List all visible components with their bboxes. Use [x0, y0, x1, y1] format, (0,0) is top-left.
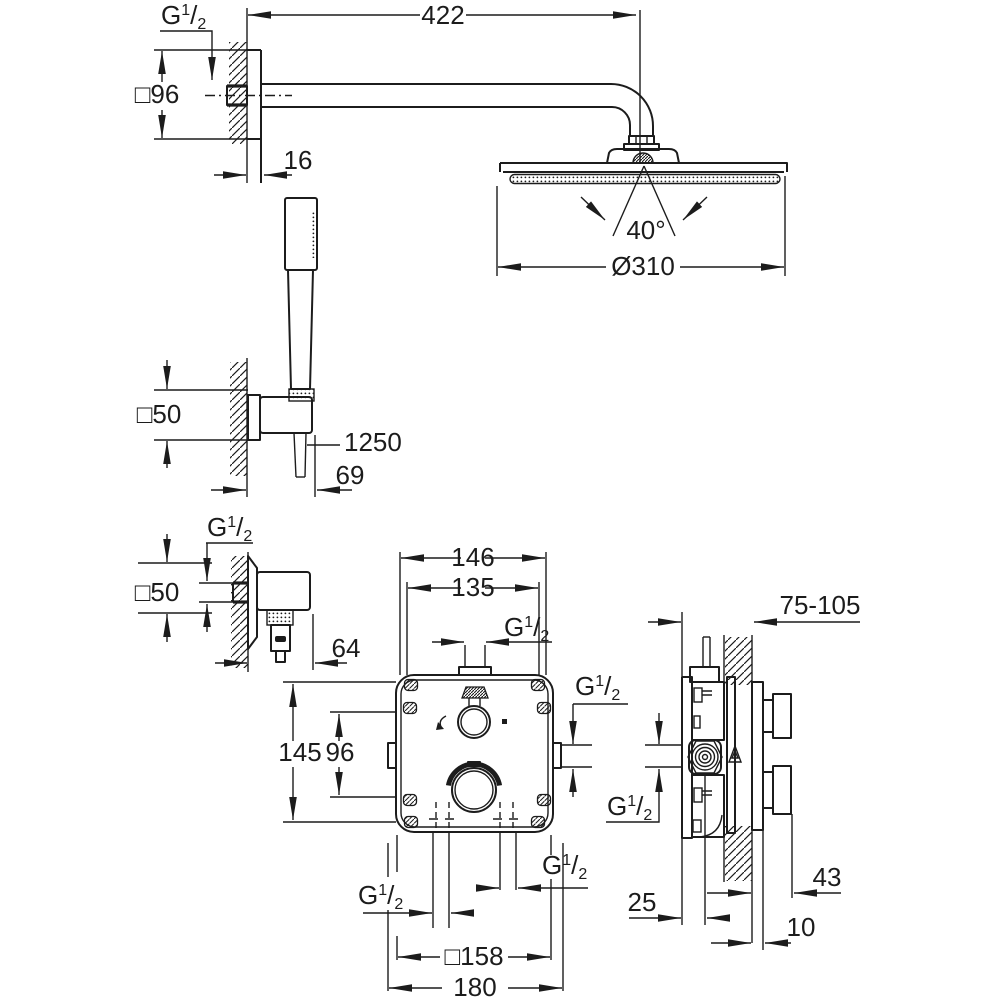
- thread-label-arm: $G^1/2$: [161, 0, 207, 33]
- thread-label-union: $G^1/2$: [207, 512, 253, 545]
- thread-label-front-right: $G^1/2$: [575, 671, 621, 704]
- hand-shower-knurl: [289, 389, 314, 401]
- dim-label-box-width: 146: [451, 542, 495, 572]
- dim-label-flange-thickness: 16: [283, 145, 313, 175]
- wall-union-drawing: [135, 512, 361, 672]
- dim-arm-length: [248, 0, 636, 30]
- bottom-pipe-markers: [429, 802, 518, 830]
- dim-label-body-depth: 25: [627, 887, 657, 917]
- dim-label-screw-spacing-horizontal: 135: [451, 572, 495, 602]
- dim-label-union-square: □50: [134, 577, 180, 607]
- thread-label-front-top: $G^1/2$: [504, 612, 550, 645]
- dim-rough-in-square: [397, 835, 551, 971]
- dim-installation-depth: [648, 590, 860, 676]
- dim-label-rough-in-square: □158: [444, 941, 504, 971]
- dim-label-screw-spacing-vertical: 96: [325, 737, 355, 767]
- dim-flange-thickness: [214, 145, 312, 175]
- valve-body: [682, 667, 724, 838]
- dim-label-head-diameter: Ø310: [611, 251, 675, 281]
- dim-label-holder-square: □50: [136, 399, 182, 429]
- dim-box-width: [400, 542, 546, 675]
- dim-screw-spacing-vertical: [326, 712, 396, 797]
- dim-side-thread: [606, 713, 682, 824]
- wall-hatch-bottom: [725, 826, 752, 881]
- dim-label-installation-depth: 75-105: [779, 590, 861, 620]
- rough-in-box-inner: [401, 680, 548, 827]
- dim-bottom-right-thread: [478, 850, 588, 888]
- thread-label-bottom-right: $G^1/2$: [542, 850, 588, 883]
- wall-hatch: [229, 42, 247, 144]
- arm-wall-nipple: [205, 86, 292, 105]
- union-knurled-nut: [267, 610, 293, 625]
- dim-arm-thread: [160, 0, 212, 80]
- dim-label-union-projection: 64: [331, 633, 361, 663]
- dim-label-spray-angle: 40°: [626, 215, 666, 245]
- shower-holder: [248, 395, 312, 477]
- dim-label-flange-square: □96: [134, 79, 180, 109]
- thermostat-front-view: [278, 542, 628, 1000]
- right-outlet-stub: [553, 743, 561, 768]
- wall-hatch: [231, 556, 248, 668]
- dim-label-hose-length: 1250: [344, 427, 402, 457]
- dim-top-thread: [432, 612, 552, 667]
- hand-shower: [285, 198, 317, 401]
- dim-hose-length: [307, 427, 402, 457]
- hand-shower-grip-texture: [311, 212, 316, 258]
- dim-label-box-height: 145: [278, 737, 322, 767]
- hand-shower-drawing: [137, 198, 402, 497]
- dim-label-handle-projection: 43: [812, 862, 842, 892]
- top-inlet-collar: [459, 667, 491, 675]
- trim-sleeve: [752, 682, 763, 830]
- overhead-shower-drawing: [135, 0, 787, 281]
- left-outlet-stub: [388, 743, 396, 768]
- thermostat-spindle: [448, 761, 499, 812]
- fixing-screws: [404, 680, 551, 828]
- spray-face: [510, 175, 780, 184]
- dim-right-thread: [561, 671, 628, 797]
- dim-bottom-left-thread: [358, 880, 471, 913]
- dim-union-square: [135, 534, 212, 642]
- dim-trim-width: [388, 843, 563, 1000]
- bottom-supply-pipes: [433, 832, 516, 928]
- dim-label-arm-length: 422: [421, 0, 465, 30]
- thermostat-side-view: [606, 590, 860, 950]
- ball-joint: [607, 136, 679, 163]
- shower-arm: [261, 84, 653, 136]
- thread-label-bottom-left: $G^1/2$: [358, 880, 404, 913]
- wall-hatch: [230, 362, 247, 476]
- dim-label-trim-width: 180: [453, 972, 497, 1000]
- dim-label-trim-plate-depth: 10: [786, 912, 816, 942]
- thread-label-side: $G^1/2$: [607, 791, 653, 824]
- dim-label-holder-projection: 69: [335, 460, 365, 490]
- volume-control-spindle: [436, 687, 507, 738]
- top-riser-pipe: [703, 637, 710, 667]
- handles-side: [763, 694, 791, 814]
